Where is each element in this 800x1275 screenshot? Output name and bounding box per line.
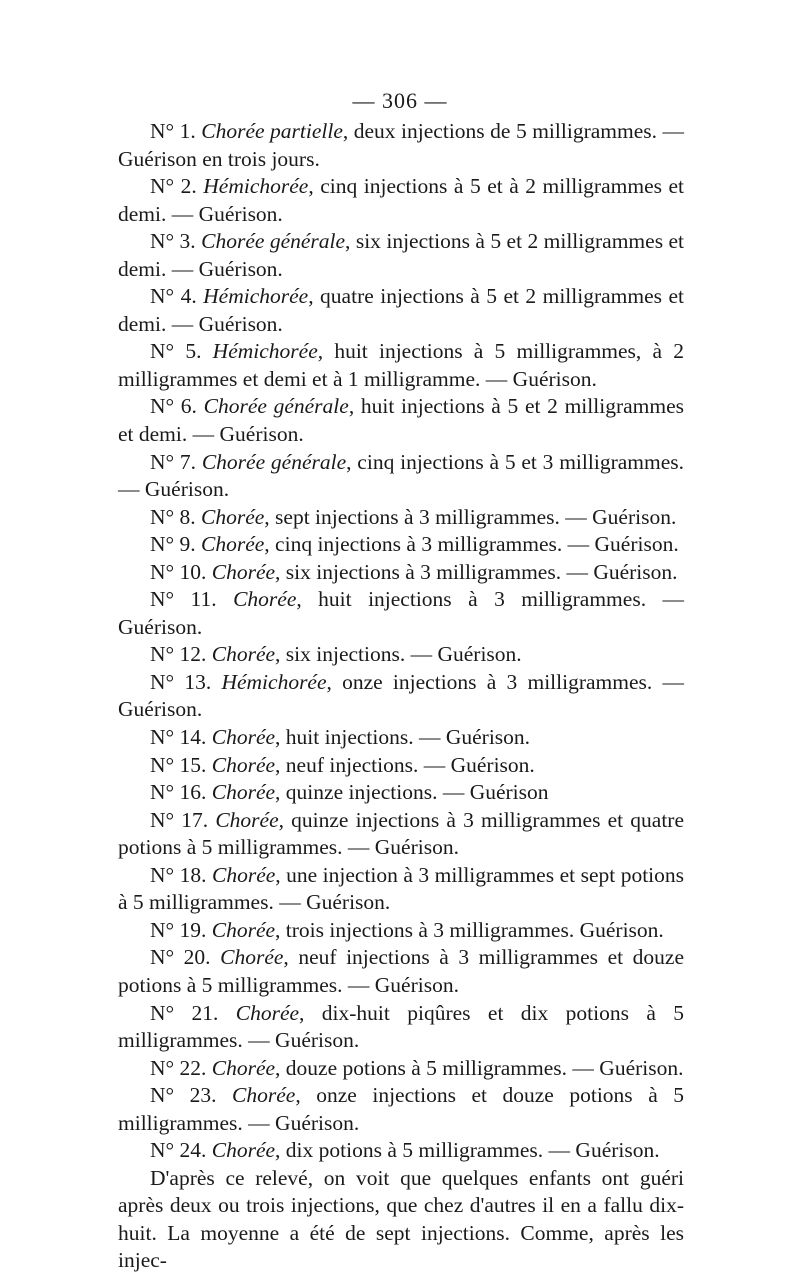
case-number: N° 3. bbox=[150, 229, 202, 254]
case-treatment: , onze injections à 3 milligrammes. — Guérison. bbox=[118, 669, 685, 722]
case-diagnosis: Chorée générale bbox=[203, 394, 349, 419]
case-entry bbox=[118, 118, 684, 173]
case-diagnosis: Hémichorée bbox=[203, 174, 309, 199]
case-treatment: , dix-huit piqûres et dix potions à 5 milligrammes. — Guérison. bbox=[118, 1000, 685, 1053]
case-entry bbox=[118, 1082, 684, 1137]
case-number: N° 18. bbox=[150, 862, 212, 887]
case-entry bbox=[118, 779, 684, 807]
case-diagnosis: Chorée bbox=[211, 917, 276, 942]
case-number: N° 9. bbox=[150, 532, 201, 557]
case-number: N° 23. bbox=[150, 1083, 233, 1108]
case-treatment: , onze injections et douze potions à 5 milligrammes. — Guérison. bbox=[118, 1083, 685, 1135]
case-number: N° 21. bbox=[150, 1000, 236, 1025]
case-number: N° 17. bbox=[150, 807, 216, 832]
case-treatment: , six injections. — Guérison. bbox=[275, 642, 522, 667]
case-entry bbox=[118, 283, 684, 338]
case-treatment: , cinq injections à 5 et 3 milligrammes. — Guérison. bbox=[118, 449, 684, 502]
case-diagnosis: Chorée bbox=[211, 752, 276, 777]
case-entry bbox=[118, 1137, 684, 1165]
case-treatment: , dix potions à 5 milligrammes. — Guérison. bbox=[275, 1138, 660, 1163]
case-number: N° 6. bbox=[150, 394, 204, 419]
case-number: N° 20. bbox=[150, 945, 221, 970]
case-diagnosis: Hémichorée bbox=[221, 669, 327, 694]
case-diagnosis: Chorée bbox=[211, 642, 276, 667]
case-number: N° 13. bbox=[150, 669, 222, 694]
case-entry bbox=[118, 807, 684, 862]
case-number: N° 4. bbox=[150, 284, 204, 309]
case-diagnosis: Chorée bbox=[211, 1055, 276, 1080]
case-number: N° 16. bbox=[150, 780, 212, 805]
case-treatment: , douze potions à 5 milligrammes. — Guérison. bbox=[275, 1055, 684, 1080]
case-treatment: , huit injections à 5 et 2 milligrammes et demi. — Guérison. bbox=[118, 394, 685, 447]
case-treatment: , trois injections à 3 milligrammes. Guérison. bbox=[275, 917, 664, 942]
case-treatment: , six injections à 5 et 2 milligrammes et demi. — Guérison. bbox=[118, 229, 685, 281]
case-diagnosis: Chorée bbox=[211, 1138, 276, 1163]
case-treatment: , cinq injections à 3 milligrammes. — Guérison. bbox=[264, 532, 679, 557]
case-diagnosis: Chorée bbox=[215, 807, 279, 832]
case-entry bbox=[118, 724, 684, 752]
case-treatment: , huit injections à 5 milligrammes, à 2 milligrammes et demi et à 1 milligramme. — Guérison. bbox=[118, 339, 685, 391]
case-treatment: , huit injections. — Guérison. bbox=[275, 725, 531, 750]
page-number: — 306 — bbox=[352, 88, 448, 113]
case-entry bbox=[118, 228, 684, 283]
case-number: N° 5. bbox=[150, 339, 213, 364]
case-entry bbox=[118, 641, 684, 669]
case-number: N° 15. bbox=[150, 752, 212, 777]
case-diagnosis: Chorée bbox=[211, 862, 276, 887]
case-entry bbox=[118, 504, 684, 532]
case-diagnosis: Chorée générale bbox=[201, 449, 347, 474]
case-treatment: , huit injections à 3 milligrammes. — Guérison. bbox=[118, 587, 684, 639]
case-treatment: , sept injections à 3 milligrammes. — Guérison. bbox=[264, 504, 677, 529]
case-treatment: , neuf injections à 3 milligrammes et douze potions à 5 milligrammes. — Guérison. bbox=[118, 945, 685, 997]
case-diagnosis: Chorée bbox=[232, 1083, 296, 1108]
case-diagnosis: Hémichorée bbox=[203, 284, 309, 309]
case-treatment: , six injections à 3 milligrammes. — Guérison. bbox=[275, 559, 678, 584]
case-entry bbox=[118, 752, 684, 780]
case-entry bbox=[118, 531, 684, 559]
case-treatment: , quinze injections à 3 milligrammes et quatre potions à 5 milligrammes. — Guérison. bbox=[118, 807, 685, 860]
case-diagnosis: Chorée bbox=[233, 587, 297, 612]
case-entry bbox=[118, 669, 684, 724]
case-entry bbox=[118, 1000, 684, 1055]
case-entry bbox=[118, 559, 684, 587]
case-number: N° 24. bbox=[150, 1138, 212, 1163]
body-text bbox=[118, 118, 684, 1275]
case-entry bbox=[118, 917, 684, 945]
case-entry bbox=[118, 338, 684, 393]
case-number: N° 10. bbox=[150, 559, 212, 584]
case-treatment: , cinq injections à 5 et à 2 milligrammes et demi. — Guérison. bbox=[118, 174, 685, 226]
case-diagnosis: Chorée bbox=[220, 945, 284, 970]
case-entry bbox=[118, 862, 684, 917]
case-treatment: , deux injections de 5 milligrammes. — Guérison en trois jours. bbox=[118, 119, 684, 171]
case-diagnosis: Chorée bbox=[201, 532, 265, 557]
case-diagnosis: Chorée bbox=[211, 725, 276, 750]
closing-paragraph: D'après ce relevé, on voit que quelques enfants ont guéri après deux ou trois injections, que chez d'autres il en a fallu dix-huit. La moyenne a été de sept injections. Comme, après les injec- bbox=[118, 1165, 684, 1273]
case-number: N° 22. bbox=[150, 1055, 212, 1080]
case-entry bbox=[118, 449, 684, 504]
case-diagnosis: Chorée bbox=[201, 504, 265, 529]
case-number: N° 19. bbox=[150, 917, 212, 942]
case-entry bbox=[118, 1055, 684, 1083]
case-diagnosis: Chorée partielle bbox=[201, 119, 343, 143]
case-treatment: , quatre injections à 5 et 2 milligrammes et demi. — Guérison. bbox=[118, 284, 684, 336]
case-entry bbox=[118, 173, 684, 228]
case-entry bbox=[118, 586, 684, 641]
case-diagnosis: Hémichorée bbox=[212, 339, 318, 364]
case-diagnosis: Chorée générale bbox=[201, 229, 346, 254]
case-number: N° 11. bbox=[150, 587, 234, 612]
case-diagnosis: Chorée bbox=[211, 559, 276, 584]
case-diagnosis: Chorée bbox=[235, 1000, 300, 1025]
case-entry bbox=[118, 944, 684, 999]
case-entry bbox=[118, 393, 684, 448]
case-number: N° 2. bbox=[150, 174, 204, 199]
case-treatment: , quinze injections. — Guérison bbox=[275, 780, 549, 805]
case-number: N° 12. bbox=[150, 642, 212, 667]
case-treatment: , une injection à 3 milligrammes et sept potions à 5 milligrammes. — Guérison. bbox=[118, 862, 685, 915]
case-number: N° 14. bbox=[150, 725, 212, 750]
case-number: N° 1. bbox=[150, 119, 202, 143]
case-number: N° 7. bbox=[150, 449, 202, 474]
case-number: N° 8. bbox=[150, 504, 201, 529]
case-list bbox=[118, 118, 684, 1165]
case-treatment: , neuf injections. — Guérison. bbox=[275, 752, 535, 777]
case-diagnosis: Chorée bbox=[211, 780, 276, 805]
